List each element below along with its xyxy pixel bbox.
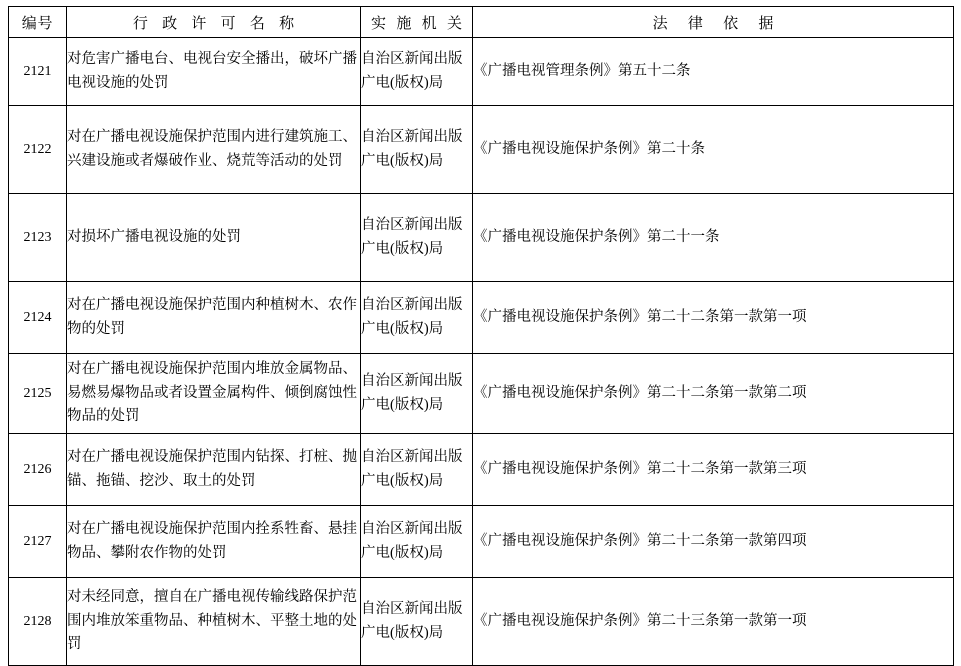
cell-id: 2128 bbox=[9, 578, 67, 666]
cell-id: 2126 bbox=[9, 434, 67, 506]
cell-legal-basis: 《广播电视设施保护条例》第二十二条第一款第三项 bbox=[473, 434, 954, 506]
cell-permit-name: 对在广播电视设施保护范围内进行建筑施工、兴建设施或者爆破作业、烧荒等活动的处罚 bbox=[67, 106, 361, 194]
table-body bbox=[9, 38, 954, 666]
cell-organization: 自治区新闻出版广电(版权)局 bbox=[361, 434, 473, 506]
cell-legal-basis: 《广播电视设施保护条例》第二十三条第一款第一项 bbox=[473, 578, 954, 666]
cell-legal-basis: 《广播电视管理条例》第五十二条 bbox=[473, 38, 954, 106]
cell-permit-name: 对在广播电视设施保护范围内堆放金属物品、易燃易爆物品或者设置金属构件、倾倒腐蚀性物品的处罚 bbox=[67, 354, 361, 434]
cell-id: 2124 bbox=[9, 282, 67, 354]
cell-legal-basis: 《广播电视设施保护条例》第二十二条第一款第一项 bbox=[473, 282, 954, 354]
table-header bbox=[9, 7, 954, 38]
column-header-org: 实 施 机 关 bbox=[361, 7, 473, 38]
table-row bbox=[9, 282, 954, 354]
cell-legal-basis: 《广播电视设施保护条例》第二十一条 bbox=[473, 194, 954, 282]
table-row bbox=[9, 106, 954, 194]
column-header-id: 编号 bbox=[9, 7, 67, 38]
cell-id: 2125 bbox=[9, 354, 67, 434]
table-row bbox=[9, 578, 954, 666]
column-header-name: 行 政 许 可 名 称 bbox=[67, 7, 361, 38]
cell-legal-basis: 《广播电视设施保护条例》第二十二条第一款第二项 bbox=[473, 354, 954, 434]
cell-organization: 自治区新闻出版广电(版权)局 bbox=[361, 194, 473, 282]
table-row bbox=[9, 434, 954, 506]
table-header-row bbox=[9, 7, 954, 38]
cell-permit-name: 对危害广播电台、电视台安全播出，破坏广播电视设施的处罚 bbox=[67, 38, 361, 106]
cell-organization: 自治区新闻出版广电(版权)局 bbox=[361, 506, 473, 578]
column-header-law: 法 律 依 据 bbox=[473, 7, 954, 38]
cell-id: 2123 bbox=[9, 194, 67, 282]
cell-organization: 自治区新闻出版广电(版权)局 bbox=[361, 354, 473, 434]
cell-organization: 自治区新闻出版广电(版权)局 bbox=[361, 38, 473, 106]
cell-permit-name: 对在广播电视设施保护范围内钻探、打桩、抛锚、拖锚、挖沙、取土的处罚 bbox=[67, 434, 361, 506]
cell-permit-name: 对在广播电视设施保护范围内种植树木、农作物的处罚 bbox=[67, 282, 361, 354]
cell-organization: 自治区新闻出版广电(版权)局 bbox=[361, 106, 473, 194]
cell-permit-name: 对损坏广播电视设施的处罚 bbox=[67, 194, 361, 282]
cell-id: 2127 bbox=[9, 506, 67, 578]
table-row bbox=[9, 194, 954, 282]
cell-legal-basis: 《广播电视设施保护条例》第二十二条第一款第四项 bbox=[473, 506, 954, 578]
table-row bbox=[9, 506, 954, 578]
cell-organization: 自治区新闻出版广电(版权)局 bbox=[361, 282, 473, 354]
cell-permit-name: 对未经同意，擅自在广播电视传输线路保护范围内堆放笨重物品、种植树木、平整土地的处罚 bbox=[67, 578, 361, 666]
cell-legal-basis: 《广播电视设施保护条例》第二十条 bbox=[473, 106, 954, 194]
table-row bbox=[9, 38, 954, 106]
cell-organization: 自治区新闻出版广电(版权)局 bbox=[361, 578, 473, 666]
cell-id: 2122 bbox=[9, 106, 67, 194]
document-page bbox=[0, 6, 961, 653]
table-row bbox=[9, 354, 954, 434]
administrative-permit-table bbox=[8, 6, 954, 666]
cell-id: 2121 bbox=[9, 38, 67, 106]
cell-permit-name: 对在广播电视设施保护范围内拴系牲畜、悬挂物品、攀附农作物的处罚 bbox=[67, 506, 361, 578]
